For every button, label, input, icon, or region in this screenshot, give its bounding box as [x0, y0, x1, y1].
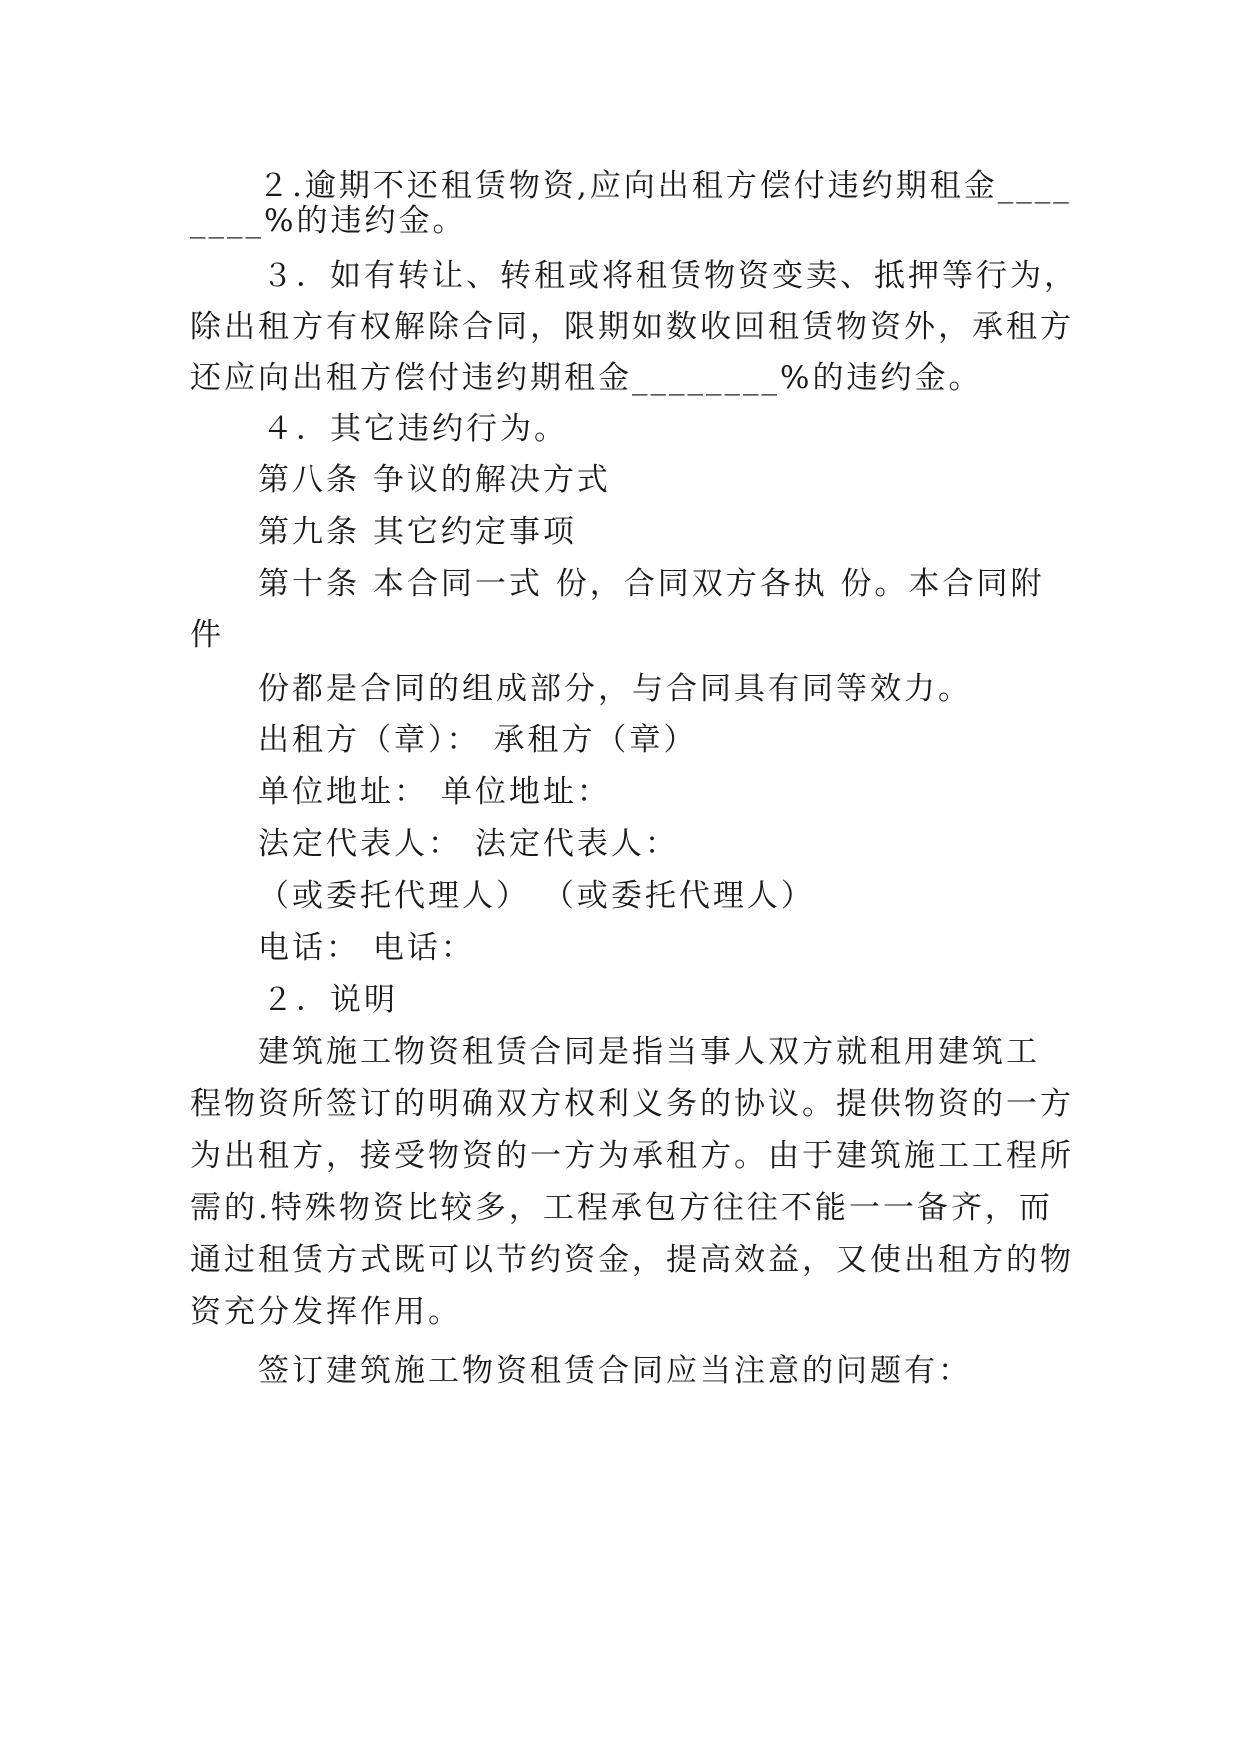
text-line-party-seals: 出租方（章）： 承租方（章） [258, 722, 698, 758]
text-line-explanation-4: 需的.特殊物资比较多，工程承包方往往不能一一备齐，而 [190, 1190, 1053, 1226]
text-line-clause-2: ２.逾期不还租赁物资,应向出租方偿付违约期租金____ [258, 168, 1072, 204]
text-line-article-10-cont: 件 [190, 617, 224, 653]
text-line-clause-4: ４．其它违约行为。 [262, 411, 568, 447]
text-line-legal-reps: 法定代表人： 法定代表人： [258, 826, 679, 862]
text-line-explanation-2: 程物资所签订的明确双方权利义务的协议。提供物资的一方 [190, 1086, 1074, 1122]
text-line-explanation-5: 通过租赁方式既可以节约资金，提高效益，又使出租方的物 [190, 1242, 1074, 1278]
text-line-explanation-1: 建筑施工物资租赁合同是指当事人双方就租用建筑工 [258, 1034, 1040, 1070]
text-line-clause-2-cont: ____%的违约金。 [190, 203, 467, 239]
text-line-article-8: 第八条 争议的解决方式 [258, 462, 611, 498]
text-line-clause-3: ３．如有转让、转租或将租赁物资变卖、抵押等行为， [262, 258, 1078, 294]
text-line-explanation-3: 为出租方，接受物资的一方为承租方。由于建筑施工工程所 [190, 1138, 1074, 1174]
text-line-clause-3-cont-2: 还应向出租方偿付违约期租金________%的违约金。 [190, 360, 983, 396]
text-line-attachments: 份都是合同的组成部分，与合同具有同等效力。 [258, 671, 972, 707]
text-line-article-10: 第十条 本合同一式 份，合同双方各执 份。本合同附 [258, 566, 1045, 602]
text-line-notes-intro: 签订建筑施工物资租赁合同应当注意的问题有： [258, 1353, 972, 1389]
text-line-addresses: 单位地址： 单位地址： [258, 774, 611, 810]
text-line-phones: 电话： 电话： [258, 930, 475, 966]
text-line-article-9: 第九条 其它约定事项 [258, 514, 577, 550]
text-line-explanation-6: 资充分发挥作用。 [190, 1294, 462, 1330]
section-heading-explanation: ２．说明 [262, 982, 398, 1018]
text-line-agents: （或委托代理人） （或委托代理人） [258, 878, 815, 914]
text-line-clause-3-cont-1: 除出租方有权解除合同，限期如数收回租赁物资外，承租方 [190, 309, 1074, 345]
